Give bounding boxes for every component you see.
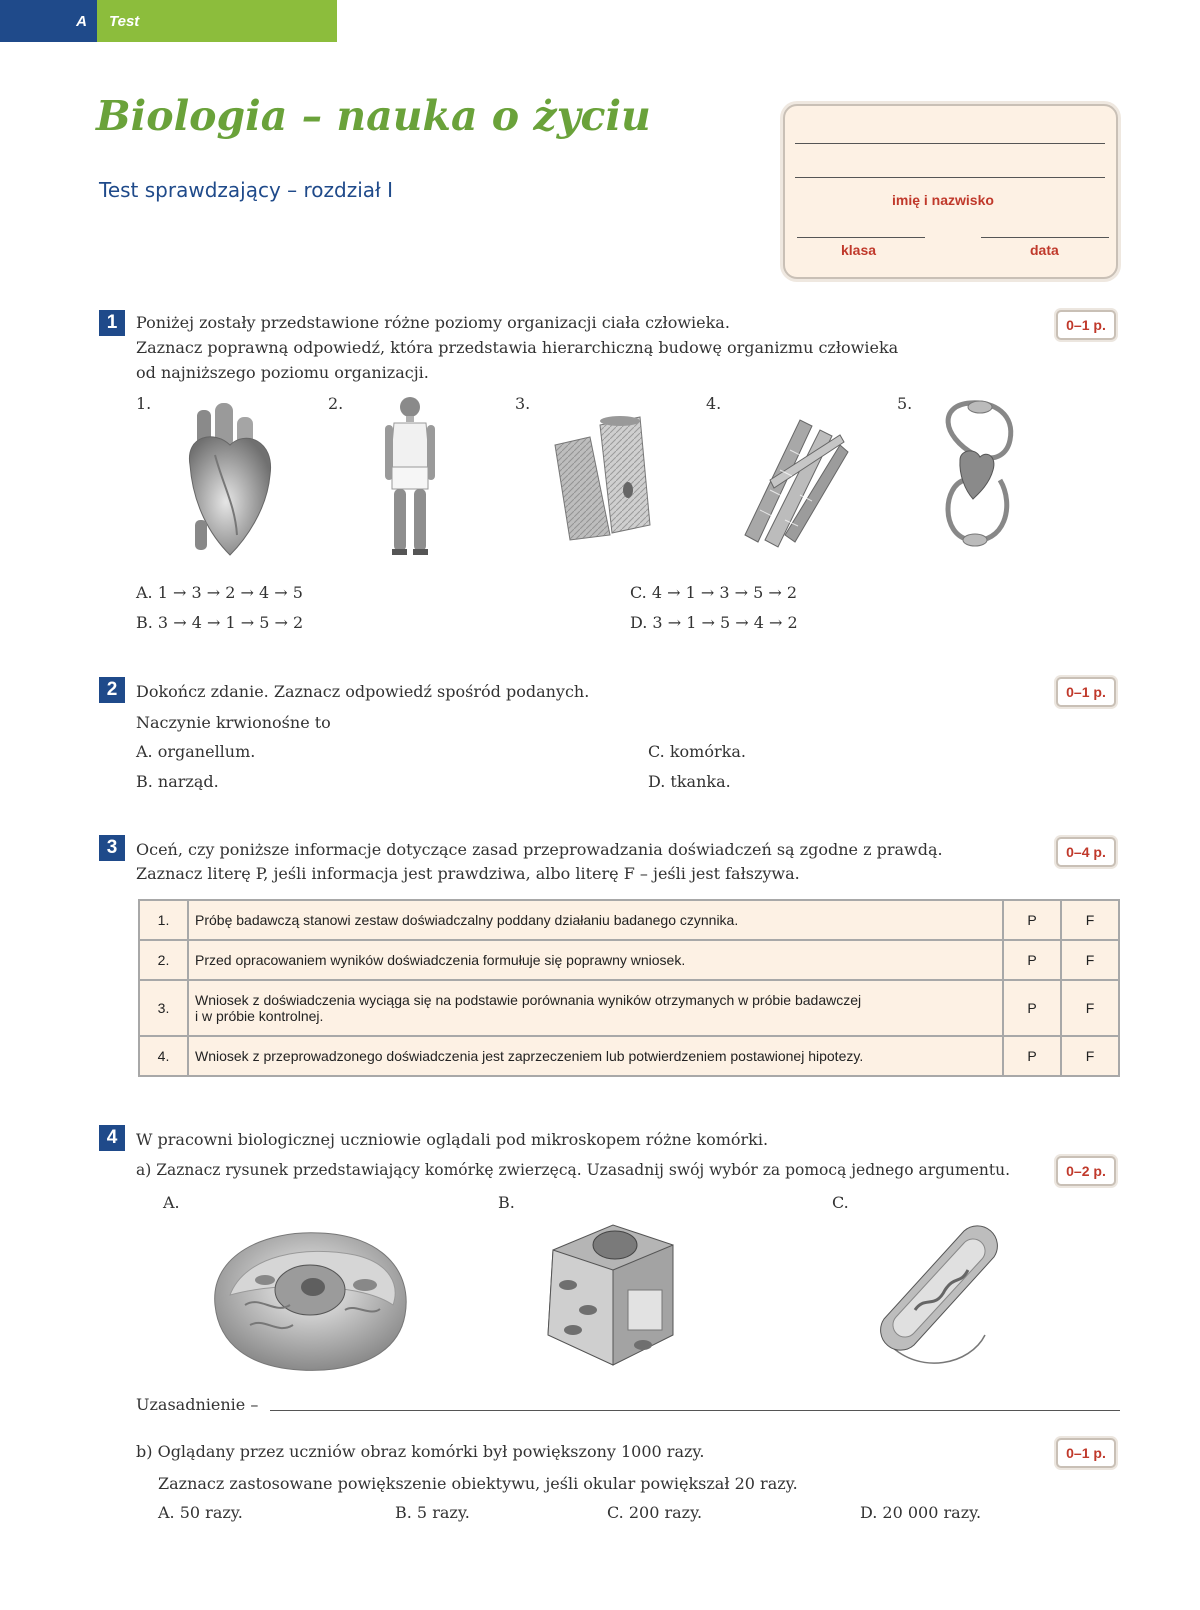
points-badge-q4b: 0–1 p. [1056,1438,1116,1468]
q4-image-label-c: C. [832,1193,849,1212]
points-badge-q1: 0–1 p. [1056,310,1116,340]
table-row [139,980,1119,1036]
q1-answer-b[interactable]: B. 3 → 4 → 1 → 5 → 2 [136,613,304,632]
q3-instruction-1: Oceń, czy poniższe informacje dotyczące zasad przeprowadzania doświadczeń są zgodne z prawdą. [136,840,943,859]
q1-image-label-2: 2. [328,394,344,413]
true-option[interactable]: P [1003,1036,1061,1076]
muscle-fiber-illustration [740,410,850,550]
statement-text: Przed opracowaniem wyników doświadczenia formułuje się poprawny wniosek. [188,940,1003,980]
false-option[interactable]: F [1061,980,1119,1036]
q1-line-3: od najniższego poziomu organizacji. [136,363,429,382]
justification-answer-line[interactable] [270,1410,1120,1411]
q4a-instruction: a) Zaznacz rysunek przedstawiający komórkę zwierzęcą. Uzasadnij swój wybór za pomocą jednego argumentu. [136,1161,1011,1179]
date-label: data [1030,242,1059,258]
q2-answer-b[interactable]: B. narząd. [136,772,219,791]
q4b-answer-d[interactable]: D. 20 000 razy. [860,1503,982,1522]
q1-image-label-1: 1. [136,394,152,413]
q1-image-label-3: 3. [515,394,531,413]
q2-answer-c[interactable]: C. komórka. [648,742,746,761]
class-line[interactable] [797,237,925,238]
table-row [139,900,1119,940]
q2-answer-a[interactable]: A. organellum. [136,742,256,761]
section-tab-label: Test [97,0,337,42]
q1-answer-a[interactable]: A. 1 → 3 → 2 → 4 → 5 [136,583,303,602]
row-number: 2. [139,940,188,980]
question-number-1: 1 [99,310,125,336]
row-number: 1. [139,900,188,940]
row-number: 3. [139,980,188,1036]
q1-image-label-5: 5. [897,394,913,413]
false-option[interactable]: F [1061,900,1119,940]
statement-text-line-2: i w próbie kontrolnej. [195,1008,324,1024]
name-line-2[interactable] [795,177,1105,178]
blood-vessel-illustration [550,415,660,545]
class-label: klasa [841,242,877,258]
statement-text [188,980,1003,1036]
name-line-1[interactable] [795,143,1105,144]
false-option[interactable]: F [1061,940,1119,980]
statement-text-line-1: Wniosek z doświadczenia wyciąga się na podstawie porównania wyników otrzymanych w próbie badawczej [195,992,862,1008]
row-number: 4. [139,1036,188,1076]
q2-instruction: Dokończ zdanie. Zaznacz odpowiedź spośród podanych. [136,682,590,701]
statement-text: Próbę badawczą stanowi zestaw doświadczalny poddany działaniu badanego czynnika. [188,900,1003,940]
question-number-2: 2 [99,677,125,703]
statement-text: Wniosek z przeprowadzonego doświadczenia jest zaprzeczeniem lub potwierdzeniem postawionej hipotezy. [188,1036,1003,1076]
false-option[interactable]: F [1061,1036,1119,1076]
q4-image-label-b: B. [498,1193,515,1212]
animal-cell-illustration[interactable] [205,1225,415,1375]
true-option[interactable]: P [1003,980,1061,1036]
q4b-answer-c[interactable]: C. 200 razy. [607,1503,703,1522]
points-badge-q3: 0–4 p. [1056,837,1116,867]
q1-answer-c[interactable]: C. 4 → 1 → 3 → 5 → 2 [630,583,798,602]
justification-label: Uzasadnienie – [136,1395,259,1414]
true-option[interactable]: P [1003,900,1061,940]
points-badge-q4a: 0–2 p. [1056,1156,1116,1186]
student-info-box [783,104,1118,279]
q2-answer-d[interactable]: D. tkanka. [648,772,731,791]
page-subtitle: Test sprawdzający – rozdział I [99,178,393,202]
table-row [139,1036,1119,1076]
bacterium-illustration[interactable] [860,1215,1000,1375]
question-number-3: 3 [99,835,125,861]
page-title: Biologia – nauka o życiu [96,92,651,140]
heart-illustration [175,395,285,560]
q1-line-1: Poniżej zostały przedstawione różne poziomy organizacji ciała człowieka. [136,313,730,332]
question-number-4: 4 [99,1125,125,1151]
human-body-illustration [380,395,440,560]
date-line[interactable] [981,237,1109,238]
points-badge-q2: 0–1 p. [1056,677,1116,707]
circulatory-system-illustration [935,395,1020,550]
table-row [139,940,1119,980]
true-option[interactable]: P [1003,940,1061,980]
section-tab-letter: A [0,0,97,42]
plant-cell-illustration[interactable] [533,1215,688,1370]
q1-image-label-4: 4. [706,394,722,413]
q3-instruction-2: Zaznacz literę P, jeśli informacja jest prawdziwa, albo literę F – jeśli jest fałszywa. [136,864,800,883]
q1-answer-d[interactable]: D. 3 → 1 → 5 → 4 → 2 [630,613,798,632]
q4-image-label-a: A. [163,1193,180,1212]
true-false-table [138,899,1120,1077]
q4b-answer-b[interactable]: B. 5 razy. [395,1503,470,1522]
name-label: imię i nazwisko [892,192,994,208]
q2-stem: Naczynie krwionośne to [136,713,331,732]
q1-line-2: Zaznacz poprawną odpowiedź, która przedstawia hierarchiczną budowę organizmu człowieka [136,338,899,357]
q4b-question: Zaznacz zastosowane powiększenie obiektywu, jeśli okular powiększał 20 razy. [158,1474,798,1493]
q4b-answer-a[interactable]: A. 50 razy. [158,1503,243,1522]
q4b-instruction: b) Oglądany przez uczniów obraz komórki był powiększony 1000 razy. [136,1442,705,1461]
q4-intro: W pracowni biologicznej uczniowie oglądali pod mikroskopem różne komórki. [136,1130,769,1149]
